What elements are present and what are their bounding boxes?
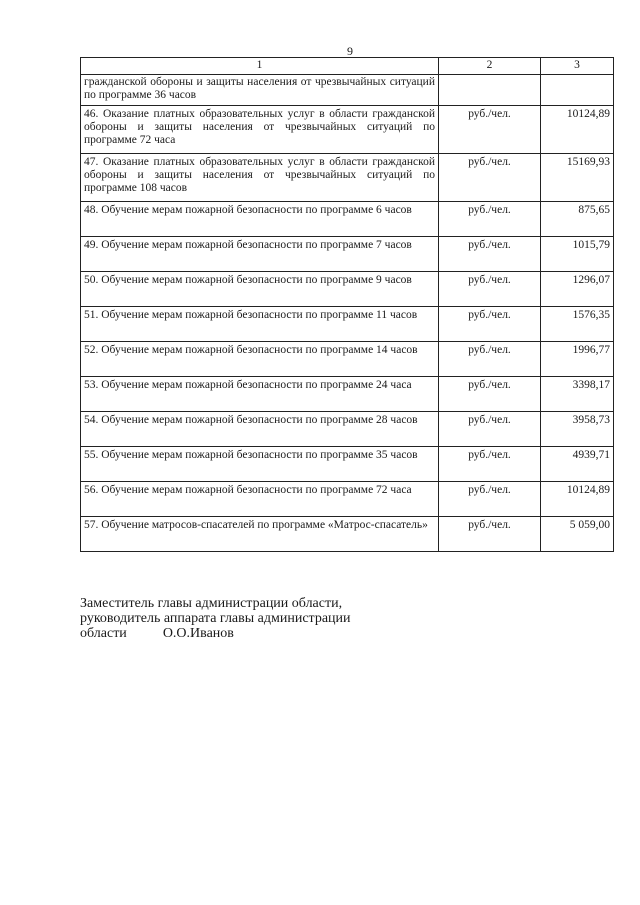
table-row (81, 482, 614, 517)
table-row (81, 447, 614, 482)
service-unit: руб./чел. (439, 154, 541, 202)
table-row (81, 272, 614, 307)
service-name: 54. Обучение мерам пожарной безопасности по программе 28 часов (81, 412, 439, 447)
signature-title-line-3 (80, 626, 351, 641)
table-row (81, 377, 614, 412)
service-name: 52. Обучение мерам пожарной безопасности по программе 14 часов (81, 342, 439, 377)
price-table (80, 57, 614, 552)
table-row (81, 342, 614, 377)
table-row (81, 202, 614, 237)
signature-org: области (80, 626, 127, 641)
service-price: 1296,07 (541, 272, 614, 307)
page-number: 9 (347, 44, 353, 58)
service-price (541, 75, 614, 106)
table-row (81, 412, 614, 447)
service-unit: руб./чел. (439, 412, 541, 447)
service-price: 4939,71 (541, 447, 614, 482)
service-name: гражданской обороны и защиты населения от чрезвычайных ситуаций по программе 36 часов (81, 75, 439, 106)
service-name: 50. Обучение мерам пожарной безопасности по программе 9 часов (81, 272, 439, 307)
service-price: 875,65 (541, 202, 614, 237)
service-name: 57. Обучение матросов-спасателей по программе «Матрос-спасатель» (81, 517, 439, 552)
service-name: 55. Обучение мерам пожарной безопасности по программе 35 часов (81, 447, 439, 482)
service-name: 46. Оказание платных образовательных услуг в области гражданской обороны и защиты населения от чрезвычайных ситуаций по программе 72 часа (81, 106, 439, 154)
service-price: 5 059,00 (541, 517, 614, 552)
service-unit: руб./чел. (439, 106, 541, 154)
service-unit: руб./чел. (439, 377, 541, 412)
service-price: 10124,89 (541, 482, 614, 517)
service-name: 56. Обучение мерам пожарной безопасности по программе 72 часа (81, 482, 439, 517)
table-row (81, 154, 614, 202)
service-price: 10124,89 (541, 106, 614, 154)
service-price: 1576,35 (541, 307, 614, 342)
service-unit: руб./чел. (439, 272, 541, 307)
service-unit: руб./чел. (439, 342, 541, 377)
signature-title-line-2: руководитель аппарата главы администрации (80, 611, 351, 626)
service-unit: руб./чел. (439, 202, 541, 237)
table-row (81, 237, 614, 272)
service-unit: руб./чел. (439, 447, 541, 482)
service-price: 1996,77 (541, 342, 614, 377)
service-name: 48. Обучение мерам пожарной безопасности по программе 6 часов (81, 202, 439, 237)
service-name: 49. Обучение мерам пожарной безопасности по программе 7 часов (81, 237, 439, 272)
table-header-row (81, 58, 614, 75)
table-row (81, 75, 614, 106)
service-price: 3958,73 (541, 412, 614, 447)
table-row (81, 106, 614, 154)
signature-title-line-1: Заместитель главы администрации области, (80, 596, 343, 611)
service-unit: руб./чел. (439, 482, 541, 517)
service-price: 1015,79 (541, 237, 614, 272)
signer-name: О.О.Иванов (162, 626, 234, 641)
signature-block (80, 596, 351, 641)
service-unit: руб./чел. (439, 307, 541, 342)
column-header-price: 3 (541, 58, 614, 75)
column-header-unit: 2 (439, 58, 541, 75)
service-unit (439, 75, 541, 106)
service-name: 53. Обучение мерам пожарной безопасности по программе 24 часа (81, 377, 439, 412)
table-row (81, 517, 614, 552)
service-unit: руб./чел. (439, 517, 541, 552)
service-name: 47. Оказание платных образовательных услуг в области гражданской обороны и защиты населения от чрезвычайных ситуаций по программе 108 часов (81, 154, 439, 202)
column-header-name: 1 (81, 58, 439, 75)
service-unit: руб./чел. (439, 237, 541, 272)
service-price: 3398,17 (541, 377, 614, 412)
service-price: 15169,93 (541, 154, 614, 202)
service-name: 51. Обучение мерам пожарной безопасности по программе 11 часов (81, 307, 439, 342)
table-row (81, 307, 614, 342)
